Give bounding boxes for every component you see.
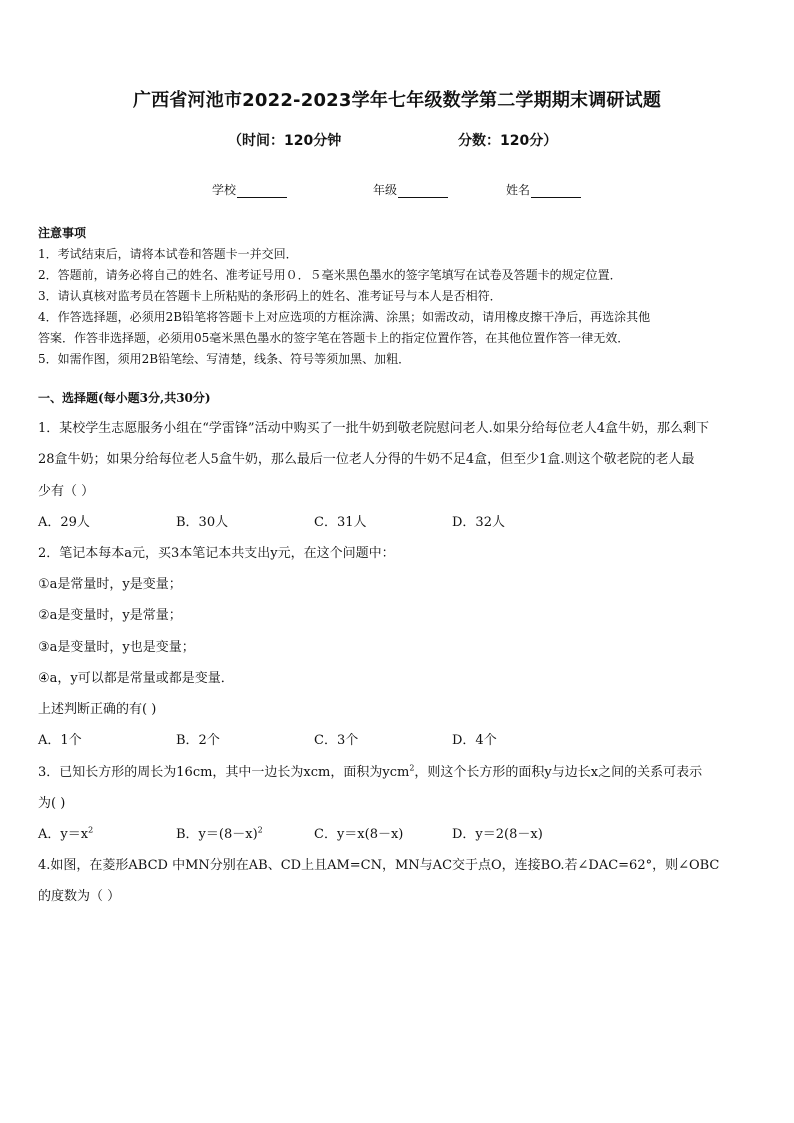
q2-stem: 2．笔记本每本a元，买3本笔记本共支出y元，在这个问题中： (38, 546, 395, 561)
exam-score: 分数：120分） (458, 133, 558, 149)
q2-statement: ④a，y可以都是常量或都是变量． (38, 671, 234, 686)
q3-option-b (176, 823, 263, 842)
notes-item: 4．作答选择题，必须用2B铅笔将答题卡上对应选项的方框涂满、涂黑；如需改动，请用橡皮擦干净后，再选涂其他 (38, 310, 651, 324)
q4-line: 4.如图，在菱形ABCD 中MN分别在AB、CD上且AM=CN，MN与AC交于点O，连接BO.若∠DAC=62°，则∠OBC (38, 858, 720, 873)
name-blank (531, 185, 581, 198)
q4-line: 的度数为（ ） (38, 889, 121, 904)
notes-item: 5．如需作图，须用2B铅笔绘、写清楚，线条、符号等须加黑、加粗． (38, 352, 411, 366)
section-heading: 一、选择题(每小题3分,共30分) (38, 391, 211, 405)
q3-option-a (38, 823, 93, 842)
q3-line: 为( ) (38, 796, 66, 811)
q2-statement: ③a是变量时，y也是变量； (38, 640, 195, 655)
q1-line: 1．某校学生志愿服务小组在“学雷锋”活动中购买了一批牛奶到敬老院慰问老人.如果分给每位老人4盒牛奶，那么剩下 (38, 421, 709, 436)
q3-option-c: C．y＝x(8－x) (314, 827, 404, 842)
exam-time: （时间：120分钟 (228, 133, 342, 149)
school-field (212, 181, 287, 198)
page-title: 广西省河池市2022-2023学年七年级数学第二学期期末调研试题 (132, 90, 662, 111)
school-label: 学校 (212, 183, 237, 197)
q2-statement: ①a是常量时，y是变量； (38, 577, 182, 592)
q1-line: 少有（ ） (38, 484, 95, 499)
school-blank (237, 185, 287, 198)
notes-item: 3．请认真核对监考员在答题卡上所粘贴的条形码上的姓名、准考证号与本人是否相符． (38, 289, 502, 303)
q1-option-d: D．32人 (452, 515, 505, 530)
name-label: 姓名 (506, 183, 531, 197)
q2-ask: 上述判断正确的有( ) (38, 702, 157, 717)
q1-line: 28盒牛奶；如果分给每位老人5盒牛奶，那么最后一位老人分得的牛奶不足4盒，但至少1盒.则这个敬老院的老人最 (38, 452, 695, 467)
q2-statement: ②a是变量时，y是常量； (38, 608, 182, 623)
notes-item: 1．考试结束后，请将本试卷和答题卡一并交回． (38, 247, 298, 261)
q1-option-a: A．29人 (38, 515, 90, 530)
grade-blank (398, 185, 448, 198)
q2-option-a: A．1个 (38, 733, 82, 748)
q3-option-d: D．y＝2(8－x) (452, 827, 543, 842)
q1-option-c: C．31人 (314, 515, 367, 530)
q3-option-b-text: B．y＝(8－x) (176, 827, 258, 842)
q3-text: 3．已知长方形的周长为16cm，其中一边长为xcm，面积为ycm (38, 765, 410, 780)
q3-option-b-sup: 2 (257, 825, 263, 835)
q2-option-d: D．4个 (452, 733, 497, 748)
q3-option-a-sup: 2 (88, 825, 94, 835)
notes-section (38, 223, 758, 370)
notes-item: 答案．作答非选择题，必须用05毫米黑色墨水的签字笔在答题卡上的指定位置作答，在其他位置作答一律无效． (38, 331, 630, 345)
grade-label: 年级 (373, 183, 398, 197)
q3-line (38, 761, 758, 780)
q3-text: ，则这个长方形的面积y与边长x之间的关系可表示 (414, 765, 703, 780)
grade-field (373, 181, 448, 198)
notes-heading: 注意事项 (38, 226, 87, 240)
q1-option-b: B．30人 (176, 515, 229, 530)
q3-option-a-text: A．y＝x (38, 827, 89, 842)
name-field (506, 181, 581, 198)
q2-option-b: B．2个 (176, 733, 220, 748)
q2-option-c: C．3个 (314, 733, 359, 748)
notes-item: 2．答题前，请务必将自己的姓名、准考证号用０．５毫米黑色墨水的签字笔填写在试卷及答题卡的规定位置． (38, 268, 622, 282)
q3-superscript: 2 (409, 763, 415, 773)
